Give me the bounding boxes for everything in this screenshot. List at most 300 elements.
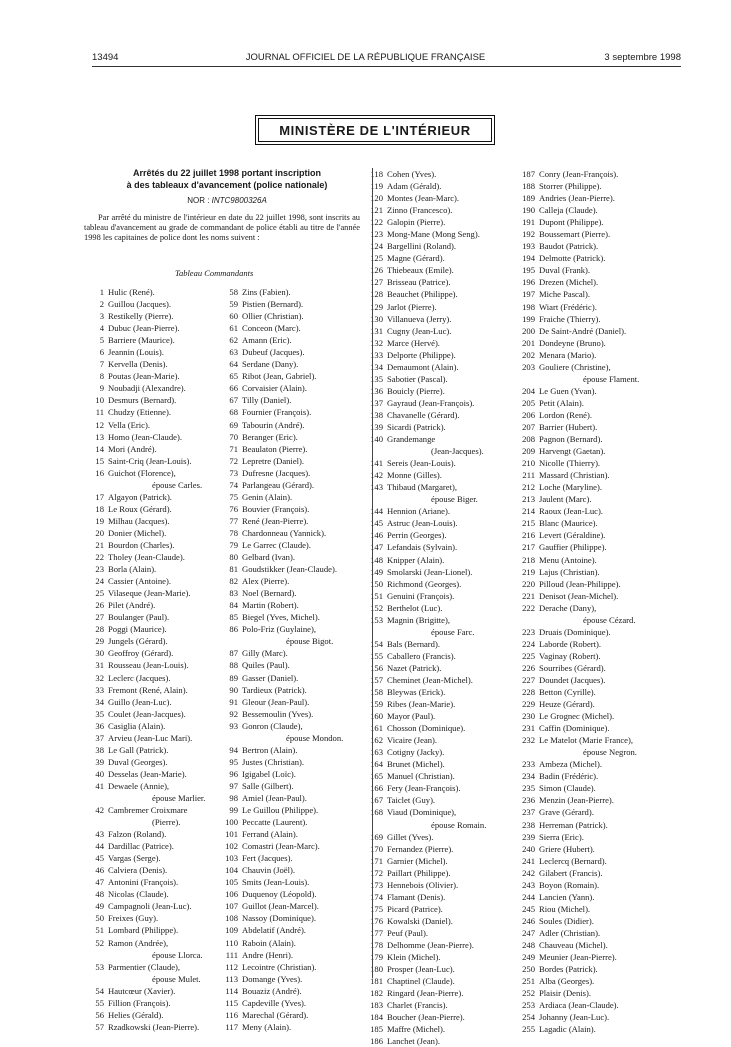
rank-number: 137	[370, 397, 383, 408]
officer-name: Lecointre (Christian).	[242, 961, 317, 972]
list-item	[86, 973, 205, 985]
list-item	[517, 867, 639, 879]
officer-name: épouse Negron.	[583, 747, 637, 758]
list-item	[86, 937, 205, 949]
rank-number: 52	[95, 937, 104, 948]
officer-name: Gilabert (Francis).	[539, 867, 603, 878]
rank-number: 159	[370, 699, 383, 710]
officer-name: Plaisir (Denis).	[539, 988, 592, 999]
rank-number: 212	[522, 482, 535, 493]
list-item	[365, 313, 486, 325]
officer-name: Biegel (Yves, Michel).	[242, 612, 320, 623]
officer-name: Tilly (Daniel).	[242, 395, 292, 406]
list-item	[517, 445, 639, 457]
officer-name: Coulet (Jean-Jacques).	[108, 708, 186, 719]
officer-name: Bouvier (François).	[242, 503, 310, 514]
list-item	[86, 997, 205, 1009]
officer-name: Igigabel (Loïc).	[242, 768, 296, 779]
arrete-title-line1: Arrêtés du 22 juillet 1998 portant inscription	[132, 168, 322, 178]
rank-number	[517, 614, 539, 626]
rank-number: 47	[95, 877, 104, 888]
rank-number: 92	[229, 708, 238, 719]
rank-number: 125	[370, 253, 383, 264]
list-item	[517, 228, 639, 240]
officer-name: Delporte (Philippe).	[387, 349, 456, 360]
list-item	[517, 517, 639, 529]
rank-number: 111	[225, 949, 238, 960]
rank-number: 244	[522, 891, 535, 902]
officer-name: Meny (Alain).	[242, 1021, 292, 1032]
list-item	[220, 419, 343, 431]
list-item	[220, 888, 343, 900]
rank-number: 76	[229, 503, 238, 514]
officer-name: Tardieux (Patrick).	[242, 684, 307, 695]
officer-name: Wiart (Frédéric).	[539, 301, 597, 312]
officer-name: Heuze (Gérard).	[539, 699, 595, 710]
officer-name: Amiel (Jean-Paul).	[242, 792, 307, 803]
list-item	[365, 975, 486, 987]
rank-number: 67	[229, 395, 238, 406]
rank-number: 96	[229, 768, 238, 779]
officer-name: Dubeuf (Jacques).	[242, 347, 305, 358]
officer-name: Calviera (Denis).	[108, 865, 168, 876]
rank-number: 128	[370, 289, 383, 300]
officer-name: Bourdon (Charles).	[108, 539, 175, 550]
officer-name: Demaumont (Alain).	[387, 361, 459, 372]
officer-name: Marce (Hervé).	[387, 337, 440, 348]
rank-number: 29	[95, 636, 104, 647]
rank-number: 191	[522, 217, 535, 228]
list-item	[517, 602, 639, 614]
list-item	[220, 358, 343, 370]
rank-number: 114	[225, 985, 238, 996]
list-item	[517, 529, 639, 541]
rank-number: 120	[370, 193, 383, 204]
officer-name: Nazet (Patrick).	[387, 662, 442, 673]
officer-name: Gelbard (Ivan).	[242, 552, 295, 563]
list-item	[86, 599, 205, 611]
rank-number: 124	[370, 241, 383, 252]
list-item	[220, 696, 343, 708]
list-item	[220, 382, 343, 394]
officer-name: Milhau (Jacques).	[108, 515, 170, 526]
list-item	[86, 1009, 205, 1021]
list-item	[517, 590, 639, 602]
rank-number: 201	[522, 337, 535, 348]
officer-name: Lajus (Christian).	[539, 566, 600, 577]
list-item	[365, 252, 486, 264]
officer-name: épouse Mondon.	[286, 732, 344, 743]
rank-number	[365, 626, 387, 638]
officer-name: Monne (Gilles).	[387, 470, 442, 481]
rank-number: 5	[99, 335, 104, 346]
officer-name: Kervella (Denis).	[108, 359, 168, 370]
officer-name: Fournier (François).	[242, 407, 312, 418]
rank-number: 208	[522, 434, 535, 445]
list-item	[220, 876, 343, 888]
officer-name: Noel (Bernard).	[242, 588, 297, 599]
rank-number: 49	[95, 901, 104, 912]
list-item	[86, 888, 205, 900]
list-item	[517, 373, 639, 385]
list-item	[220, 563, 343, 575]
officer-name: Vilaseque (Jean-Marie).	[108, 588, 191, 599]
list-item	[220, 672, 343, 684]
list-item	[517, 686, 639, 698]
rank-number: 60	[229, 311, 238, 322]
rank-number: 2	[99, 299, 104, 310]
list-item	[517, 831, 639, 843]
officer-name: Baudot (Patrick).	[539, 241, 599, 252]
rank-number: 90	[229, 684, 238, 695]
officer-name: Chavanelle (Gérard).	[387, 409, 460, 420]
officer-name: Capdeville (Yves).	[242, 997, 307, 1008]
officer-name: Falzon (Roland).	[108, 829, 167, 840]
rank-number: 149	[370, 566, 383, 577]
officer-name: Arvieu (Jean-Luc Mari).	[108, 732, 193, 743]
list-item	[86, 539, 205, 551]
officer-name: De Saint-André (Daniel).	[539, 325, 627, 336]
list-item	[86, 382, 205, 394]
list-item	[365, 602, 486, 614]
arrete-paragraph: Par arrêté du ministre de l'intérieur en date du 22 juillet 1998, sont inscrits au tableau d'avancement au grade de commandant de police établi au titre de l'année 1998 les capitaines de police dont les noms suivent :	[84, 213, 360, 243]
list-item	[220, 780, 343, 792]
list-item	[220, 804, 343, 816]
officer-name: épouse Biger.	[431, 494, 478, 505]
rank-number: 42	[95, 805, 104, 816]
officer-name: Peuf (Paul).	[387, 927, 429, 938]
list-item	[86, 720, 205, 732]
officer-name: Levert (Géraldine).	[539, 530, 606, 541]
list-item	[86, 515, 205, 527]
rank-number: 98	[229, 792, 238, 803]
rank-number: 33	[95, 684, 104, 695]
rank-number: 135	[370, 373, 383, 384]
list-item	[220, 912, 343, 924]
officer-name: Sicardi (Patrick).	[387, 421, 446, 432]
list-item	[365, 819, 486, 831]
list-item	[517, 963, 639, 975]
officer-name: Derache (Dany),	[539, 602, 597, 613]
list-item	[86, 828, 205, 840]
officer-name: Genin (Alain).	[242, 491, 293, 502]
rank-number: 37	[95, 732, 104, 743]
list-item	[517, 301, 639, 313]
officer-name: Cotigny (Jacky).	[387, 747, 445, 758]
list-item	[517, 879, 639, 891]
list-item	[86, 684, 205, 696]
rank-number: 32	[95, 672, 104, 683]
list-item	[517, 722, 639, 734]
list-item	[86, 708, 205, 720]
list-item	[365, 421, 486, 433]
list-item	[517, 505, 639, 517]
officer-name: Delhomme (Jean-Pierre).	[387, 940, 474, 950]
officer-name: Bouaziz (André).	[242, 985, 302, 996]
list-item	[365, 867, 486, 879]
officer-name: Magne (Gérard).	[387, 253, 445, 264]
officer-name: Blanc (Maurice).	[539, 518, 598, 529]
list-item	[86, 322, 205, 334]
rank-number: 161	[370, 723, 383, 734]
list-item	[517, 975, 639, 987]
officer-name: Riou (Michel).	[539, 903, 591, 914]
rank-number: 66	[229, 383, 238, 394]
list-item	[220, 334, 343, 346]
list-item	[517, 674, 639, 686]
list-item	[365, 240, 486, 252]
list-item	[365, 891, 486, 903]
officer-name: Fremont (René, Alain).	[108, 684, 188, 695]
list-item	[365, 493, 486, 505]
officer-name: Desselas (Jean-Marie).	[108, 768, 187, 779]
rank-number: 106	[225, 889, 238, 900]
rank-number: 26	[95, 600, 104, 611]
list-item	[86, 792, 205, 804]
officer-name: Genuini (François).	[387, 590, 455, 601]
list-item	[86, 876, 205, 888]
officer-name: Martin (Robert).	[242, 600, 299, 611]
list-item	[86, 672, 205, 684]
list-item	[517, 433, 639, 445]
list-item	[86, 816, 205, 828]
officer-name: Parlangeau (Gérard).	[242, 479, 315, 490]
rank-number: 206	[522, 409, 535, 420]
rank-number: 147	[370, 542, 383, 553]
officer-name: Saint-Criq (Jean-Louis).	[108, 455, 192, 466]
officer-name: Donier (Michel).	[108, 527, 167, 538]
list-item	[365, 505, 486, 517]
rank-number: 44	[95, 841, 104, 852]
rank-number: 143	[370, 482, 383, 493]
list-item	[365, 879, 486, 891]
rank-number: 71	[229, 443, 238, 454]
list-item	[517, 481, 639, 493]
rank-number: 115	[225, 997, 238, 1008]
rank-number: 43	[95, 829, 104, 840]
officer-name: Goudstikker (Jean-Claude).	[242, 564, 337, 575]
list-item	[220, 503, 343, 515]
officer-name: Andre (Henri).	[242, 949, 294, 960]
list-item	[365, 361, 486, 373]
rank-number: 140	[370, 434, 383, 445]
rank-number: 112	[225, 961, 238, 972]
rank-number: 6	[99, 347, 104, 358]
rank-number: 104	[225, 865, 238, 876]
list-item	[517, 216, 639, 228]
rank-number: 223	[522, 626, 535, 637]
list-item	[365, 385, 486, 397]
officer-name: Hulic (René).	[108, 287, 155, 297]
rank-number: 91	[229, 696, 238, 707]
officer-name: Zins (Fabien).	[242, 287, 291, 297]
officer-name: épouse Bigot.	[286, 636, 334, 647]
officer-name: Le Guillou (Philippe).	[242, 805, 319, 816]
officer-name: Picard (Patrice).	[387, 903, 443, 914]
officer-name: Lancien (Yann).	[539, 891, 595, 902]
list-item	[220, 924, 343, 936]
rank-number: 178	[370, 940, 383, 950]
list-item	[517, 650, 639, 662]
list-item	[220, 394, 343, 406]
officer-name: Thiebeaux (Emile).	[387, 265, 454, 276]
list-item	[517, 734, 639, 746]
rank-number: 85	[229, 612, 238, 623]
list-item	[365, 987, 486, 999]
officer-name: Noubadji (Alexandre).	[108, 383, 186, 394]
list-item	[517, 915, 639, 927]
rank-number: 31	[95, 660, 104, 671]
list-item	[86, 924, 205, 936]
rank-number: 168	[370, 807, 383, 818]
list-item	[220, 1021, 343, 1033]
list-item	[86, 527, 205, 539]
list-item	[365, 373, 486, 385]
officer-name: Gleour (Jean-Paul).	[242, 696, 310, 707]
list-item	[365, 337, 486, 349]
rank-number: 221	[522, 590, 535, 601]
officer-name: Rzadkowski (Jean-Pierre).	[108, 1021, 200, 1032]
officer-name: Miche Pascal).	[539, 289, 591, 300]
officer-name: Abdelatif (André).	[242, 925, 306, 936]
rank-number: 64	[229, 359, 238, 370]
officer-name: Bordes (Patrick).	[539, 964, 598, 975]
list-item	[86, 768, 205, 780]
names-column-1	[86, 286, 205, 1033]
officer-name: Betton (Cyrille).	[539, 687, 596, 698]
officer-name: Serdane (Dany).	[242, 359, 299, 370]
rank-number: 240	[522, 843, 535, 854]
officer-name: Ribot (Jean, Gabriel).	[242, 371, 317, 382]
officer-name: Gayraud (Jean-François).	[387, 397, 475, 408]
officer-name: Boucher (Jean-Pierre).	[387, 1012, 465, 1023]
list-item	[220, 816, 343, 828]
rank-number: 133	[370, 349, 383, 360]
list-item	[517, 349, 639, 361]
rank-number: 248	[522, 940, 535, 950]
list-item	[365, 650, 486, 662]
officer-name: Doundet (Jacques).	[539, 674, 606, 685]
rank-number: 127	[370, 277, 383, 288]
list-item	[220, 997, 343, 1009]
list-item	[517, 1011, 639, 1023]
list-item	[365, 566, 486, 578]
list-item	[220, 286, 343, 298]
officer-name: Gasser (Daniel).	[242, 672, 299, 683]
officer-name: Galopin (Pierre).	[387, 217, 446, 228]
rank-number: 228	[522, 687, 535, 698]
list-item	[517, 758, 639, 770]
list-item	[86, 647, 205, 659]
list-item	[517, 566, 639, 578]
rank-number: 100	[225, 817, 238, 828]
list-item	[517, 770, 639, 782]
rank-number: 192	[522, 229, 535, 240]
rank-number: 243	[522, 879, 535, 890]
rank-number: 119	[370, 181, 383, 192]
list-item	[86, 563, 205, 575]
officer-name: Salle (Gilbert).	[242, 780, 294, 791]
rank-number: 166	[370, 783, 383, 794]
officer-name: Comastri (Jean-Marc).	[242, 841, 320, 852]
officer-name: Cugny (Jean-Luc).	[387, 325, 452, 336]
rank-number: 236	[522, 795, 535, 806]
officer-name: Nassoy (Dominique).	[242, 913, 316, 924]
officer-name: Ardiaca (Jean-Claude).	[539, 1000, 619, 1011]
list-item	[220, 635, 343, 647]
rank-number: 230	[522, 711, 535, 722]
list-item	[517, 313, 639, 325]
rank-number: 16	[95, 467, 104, 478]
officer-name: Gouliere (Christine),	[539, 361, 611, 372]
officer-name: Griere (Hubert).	[539, 843, 595, 854]
officer-name: Brisseau (Patrice).	[387, 277, 451, 288]
officer-name: Homo (Jean-Claude).	[108, 431, 182, 442]
rank-number: 214	[522, 506, 535, 517]
list-item	[220, 298, 343, 310]
list-item	[517, 806, 639, 818]
rank-number: 3	[99, 311, 104, 322]
list-item	[365, 578, 486, 590]
list-item	[220, 515, 343, 527]
list-item	[220, 828, 343, 840]
officer-name: Smits (Jean-Louis).	[242, 877, 310, 888]
officer-name: (Pierre).	[152, 817, 181, 828]
list-item	[365, 541, 486, 553]
rank-number: 156	[370, 662, 383, 673]
rank-number: 255	[522, 1024, 535, 1035]
rank-number: 121	[370, 205, 383, 216]
list-item	[220, 768, 343, 780]
rank-number: 153	[370, 614, 383, 625]
rank-number: 171	[370, 855, 383, 866]
officer-name: Jaulent (Marc).	[539, 494, 592, 505]
rank-number: 164	[370, 759, 383, 770]
officer-name: Adler (Christian).	[539, 927, 601, 938]
officer-name: Cassier (Antoine).	[108, 576, 172, 587]
list-item	[86, 611, 205, 623]
rank-number: 69	[229, 419, 238, 430]
rank-number: 163	[370, 747, 383, 758]
list-item	[220, 623, 343, 635]
officer-name: Mayor (Paul).	[387, 711, 436, 722]
list-item	[517, 951, 639, 963]
list-item	[517, 903, 639, 915]
rank-number: 126	[370, 265, 383, 276]
rank-number: 39	[95, 756, 104, 767]
list-item	[517, 469, 639, 481]
rank-number: 144	[370, 506, 383, 517]
rank-number: 116	[225, 1009, 238, 1020]
officer-name: Poutas (Jean-Marie).	[108, 371, 180, 382]
list-item	[86, 310, 205, 322]
officer-name: Knipper (Alain).	[387, 554, 445, 565]
rank-number: 59	[229, 299, 238, 310]
officer-name: Herreman (Patrick).	[539, 819, 608, 830]
rank-number: 242	[522, 867, 535, 878]
rank-number: 83	[229, 588, 238, 599]
rank-number: 142	[370, 470, 383, 481]
officer-name: Viaud (Dominique),	[387, 807, 457, 818]
rank-number: 229	[522, 699, 535, 710]
rank-number: 56	[95, 1009, 104, 1020]
rank-number: 97	[229, 780, 238, 791]
list-item	[220, 310, 343, 322]
rank-number: 78	[229, 527, 238, 538]
officer-name: Zinno (Francesco).	[387, 205, 453, 216]
rank-number: 123	[370, 229, 383, 240]
list-item	[365, 228, 486, 240]
